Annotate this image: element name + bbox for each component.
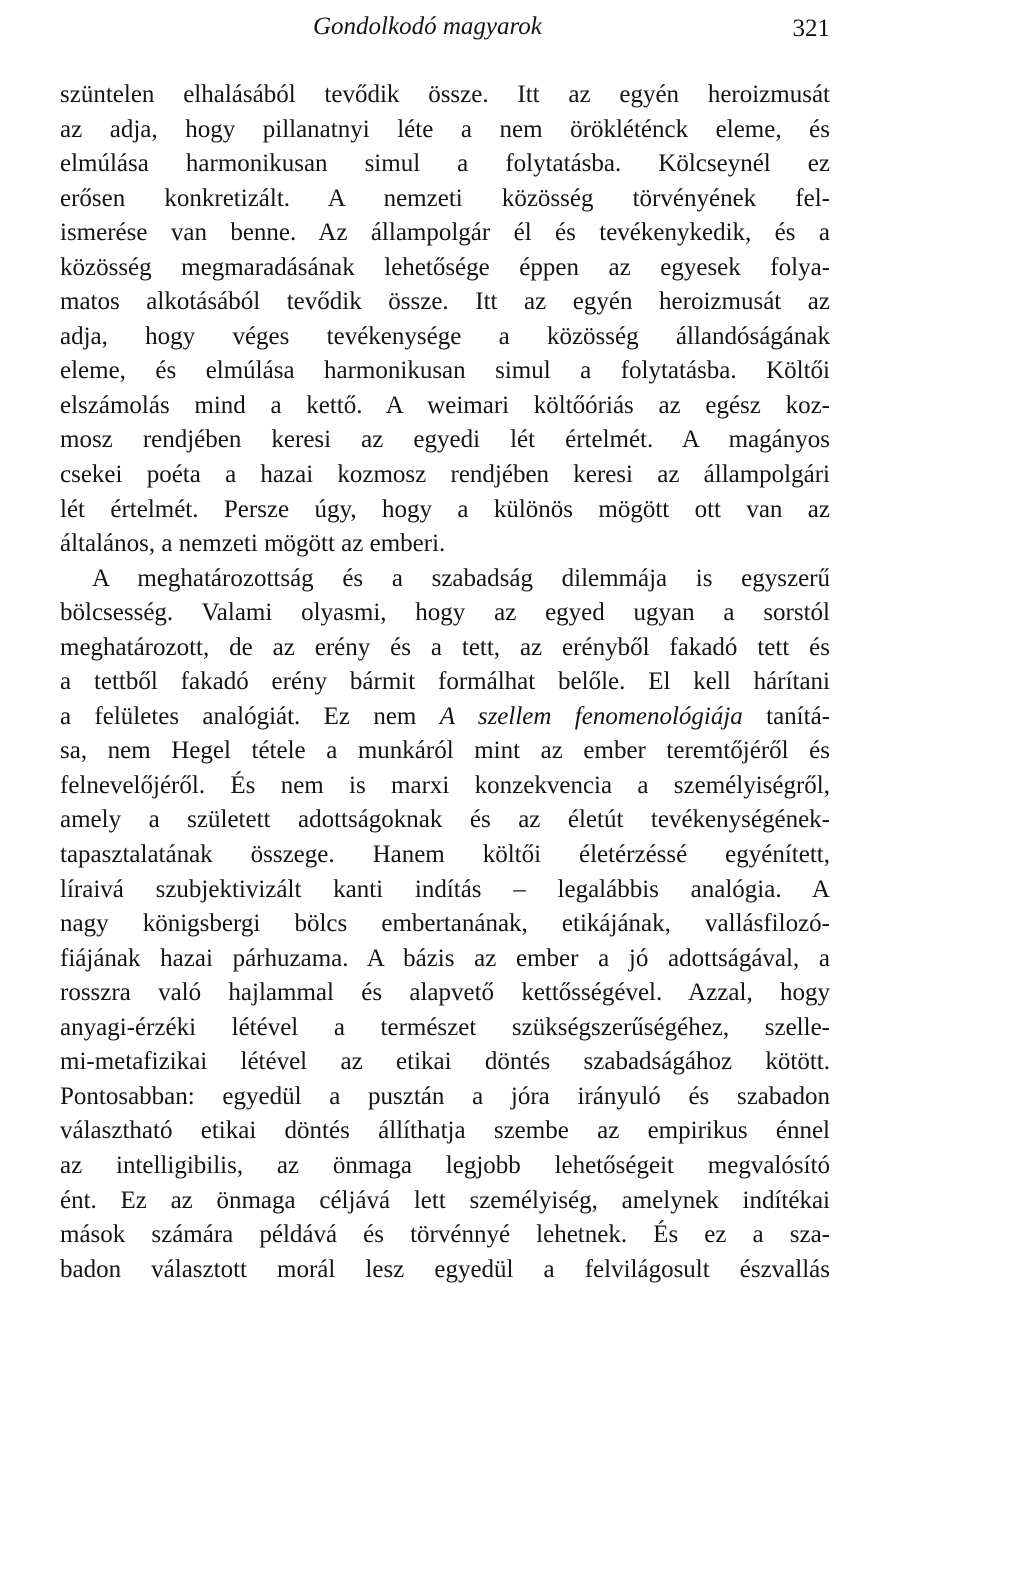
text-line: badon választott morál lesz egyedül a felvilágosult észvallás: [60, 1255, 830, 1283]
text-line: ént. Ez az önmaga céljává lett személyiség, amelynek indítékai: [60, 1186, 830, 1214]
page-number: 321: [792, 15, 830, 42]
text-line: erősen konkretizált. A nemzeti közösség törvényének fel-: [60, 184, 830, 212]
body-text: [60, 78, 830, 1287]
text-line: Pontosabban: egyedül a pusztán a jóra irányuló és szabadon: [60, 1082, 830, 1110]
text-line: amely a született adottságoknak és az életút tevékenységének-: [60, 806, 830, 834]
text-line: anyagi-érzéki létével a természet szükségszerűségéhez, szelle-: [60, 1013, 830, 1041]
text-segment: a felületes analógiát. Ez nem: [60, 702, 417, 730]
text-line: felnevelőjéről. És nem is marxi konzekvencia a személyiségről,: [60, 771, 830, 799]
text-line: sa, nem Hegel tétele a munkáról mint az ember teremtőjéről és: [60, 737, 830, 765]
text-line: tapasztalatának összege. Hanem költői életérzéssé egyénített,: [60, 841, 830, 869]
text-line: csekei poéta a hazai kozmosz rendjében keresi az állampolgári: [60, 461, 830, 489]
text-line: meghatározott, de az erény és a tett, az erényből fakadó tett és: [60, 633, 830, 661]
text-line: eleme, és elmúlása harmonikusan simul a folytatásba. Költői: [60, 357, 830, 385]
text-line: szüntelen elhalásából tevődik össze. Itt az egyén heroizmusát: [60, 81, 830, 108]
italic-book-title: A szellem fenomenológiája: [439, 702, 743, 730]
text-line-with-title: [60, 700, 830, 735]
text-line: lét értelmét. Persze úgy, hogy a különös mögött ott van az: [60, 495, 830, 523]
text-line: elszámolás mind a kettő. A weimari költőóriás az egész koz-: [60, 391, 830, 419]
text-line: A meghatározottság és a szabadság dilemmája is egyszerű: [92, 564, 830, 592]
text-line: közösség megmaradásának lehetősége éppen az egyesek folya-: [60, 253, 830, 281]
text-line: nagy königsbergi bölcs embertanának, etikájának, vallásfilozó-: [60, 910, 830, 938]
page-header: [60, 10, 830, 50]
text-line: az intelligibilis, az önmaga legjobb lehetőségeit megvalósító: [60, 1151, 830, 1179]
text-line: választható etikai döntés állíthatja szembe az empirikus énnel: [60, 1117, 830, 1145]
text-line: általános, a nemzeti mögött az emberi.: [60, 530, 446, 558]
text-line: bölcsesség. Valami olyasmi, hogy az egyed ugyan a sorstól: [60, 599, 830, 627]
text-line: mások számára példává és törvénnyé lehetnek. És ez a sza-: [60, 1221, 830, 1249]
text-line: ismerése van benne. Az állampolgár él és tevékenykedik, és a: [60, 219, 830, 247]
text-line: a tettből fakadó erény bármit formálhat belőle. El kell hárítani: [60, 668, 830, 696]
text-line: rosszra való hajlammal és alapvető kettősségével. Azzal, hogy: [60, 979, 830, 1007]
text-line: matos alkotásából tevődik össze. Itt az egyén heroizmusát az: [60, 288, 830, 316]
text-line: fiájának hazai párhuzama. A bázis az ember a jó adottságával, a: [60, 944, 830, 972]
text-line: elmúlása harmonikusan simul a folytatásba. Kölcseynél ez: [60, 150, 830, 178]
text-line: líraivá szubjektivizált kanti indítás – legalábbis analógia. A: [60, 875, 830, 903]
text-line: adja, hogy véges tevékenysége a közösség állandóságának: [60, 322, 830, 350]
running-title: Gondolkodó magyarok: [313, 13, 542, 40]
text-line: az adja, hogy pillanatnyi léte a nem örökléténck eleme, és: [60, 115, 830, 143]
text-line: mosz rendjében keresi az egyedi lét értelmét. A magányos: [60, 426, 830, 454]
text-segment: tanítá-: [742, 702, 830, 730]
text-line: mi-metafizikai létével az etikai döntés szabadságához kötött.: [60, 1048, 830, 1076]
paragraph-1: [60, 78, 830, 562]
paragraph-2: [60, 562, 830, 1287]
